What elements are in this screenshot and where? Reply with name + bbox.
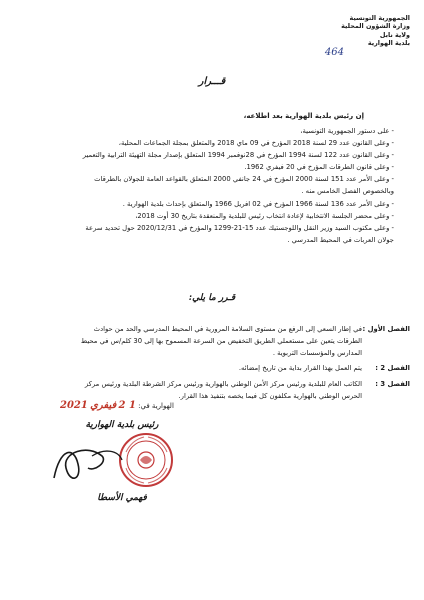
article-line: المدارس والمؤسسات التربوية . <box>272 349 362 357</box>
visa-line: - على دستور الجمهورية التونسية، <box>300 127 394 135</box>
decides-heading: قـرر ما يلي: <box>188 293 236 303</box>
handwritten-signature <box>48 438 128 488</box>
signature-date <box>60 400 260 411</box>
visa-line: - وعلى القانون عدد 122 لسنة 1994 المؤرخ في 28نوفمبر 1994 المتعلق بإصدار مجلة التهيئة الترابية والتعمير <box>82 151 394 160</box>
visa-line: - وعلى القانون عدد 29 لسنة 2018 المؤرخ في 09 ماي 2018 والمتعلق بمجلة الجماعات المحلية، <box>118 139 394 148</box>
reference-number: 464 <box>324 47 344 58</box>
visa-line: - وعلى الأمر عدد 151 لسنة 2000 المؤرخ في 24 جانفي 2000 المتعلق بالقواعد العامة للجولان بالطرقات <box>94 175 394 184</box>
intro-text: إن رئيس بلدية الهوارية بعد اطلاعه، <box>243 112 364 120</box>
article-line: الكاتب العام للبلدية ورئيس مركز الأمن الوطني بالهوارية ورئيس مركز الشرطة البلدية ورئيس مركز <box>84 380 362 388</box>
article-text <box>12 378 362 402</box>
signature-scribble <box>48 438 128 488</box>
article-line: الطرقات يتعين على مستعملي الطريق التخفيض من السرعة المسموح بها إلى 30 كلم/س في محيط <box>80 337 362 345</box>
visa-line: - وعلى محضر الجلسة الانتخابية لإعادة انتخاب رئيس للبلدية والمنعقدة بتاريخ 30 أوت 2018، <box>135 211 394 220</box>
date-prefix: الهوارية في: <box>138 402 174 410</box>
article-1 <box>0 323 424 361</box>
date-year: 2021 <box>60 400 88 411</box>
document-title: قـــرار <box>198 76 226 87</box>
articles-section <box>0 323 424 361</box>
signatory-name: فهمي الأسطا <box>97 493 147 503</box>
signatory-role: رئيس بلدية الهوارية <box>85 420 159 430</box>
letterhead-line: ولاية نابل <box>379 30 410 39</box>
visa-line: - وعلى قانون الطرقات المؤرخ في 20 فيفري 1962. <box>244 163 394 172</box>
visa-line: - وعلى الأمر عدد 136 لسنة 1966 المؤرخ في 02 افريل 1966 والمتعلق بإحداث بلدية الهوارية . <box>122 199 394 208</box>
letterhead-line: الجمهورية التونسية <box>349 14 410 22</box>
article-2 <box>0 362 424 376</box>
visa-line: - وعلى مكتوب السيد وزير النقل واللوجستيك عدد 15-21-1299 والمؤرخ في 2020/12/31 حول تحديد سرعة <box>85 223 394 232</box>
visa-line: وبالخصوص الفصل الخامس منه . <box>301 187 394 196</box>
date-month: فيفري <box>90 400 117 411</box>
visa-line: جولان العربات في المحيط المدرسي . <box>287 235 394 244</box>
article-label: الفصل الأول : <box>362 325 410 333</box>
letterhead-line: بلدية الهوارية <box>367 39 410 48</box>
article-line: الحرس الوطني بالهوارية مكلفون كل فيما يخصه بتنفيذ هذا القرار. <box>178 392 362 400</box>
article-text <box>12 362 362 374</box>
letterhead-line: وزارة الشؤون المحلية <box>341 22 410 31</box>
article-text <box>12 323 362 359</box>
visas-list <box>14 125 394 246</box>
date-day: 1 2 <box>118 400 136 411</box>
article-line: يتم العمل بهذا القرار بداية من تاريخ إمضائه. <box>238 364 362 372</box>
article-label: الفصل 3 : <box>375 380 410 388</box>
letterhead <box>300 14 410 48</box>
article-label: الفصل 2 : <box>375 364 410 372</box>
article-line: في إطار السعي إلى الرفع من مستوى السلامة المرورية في المحيط المدرسي والحد من حوادث <box>93 325 362 333</box>
